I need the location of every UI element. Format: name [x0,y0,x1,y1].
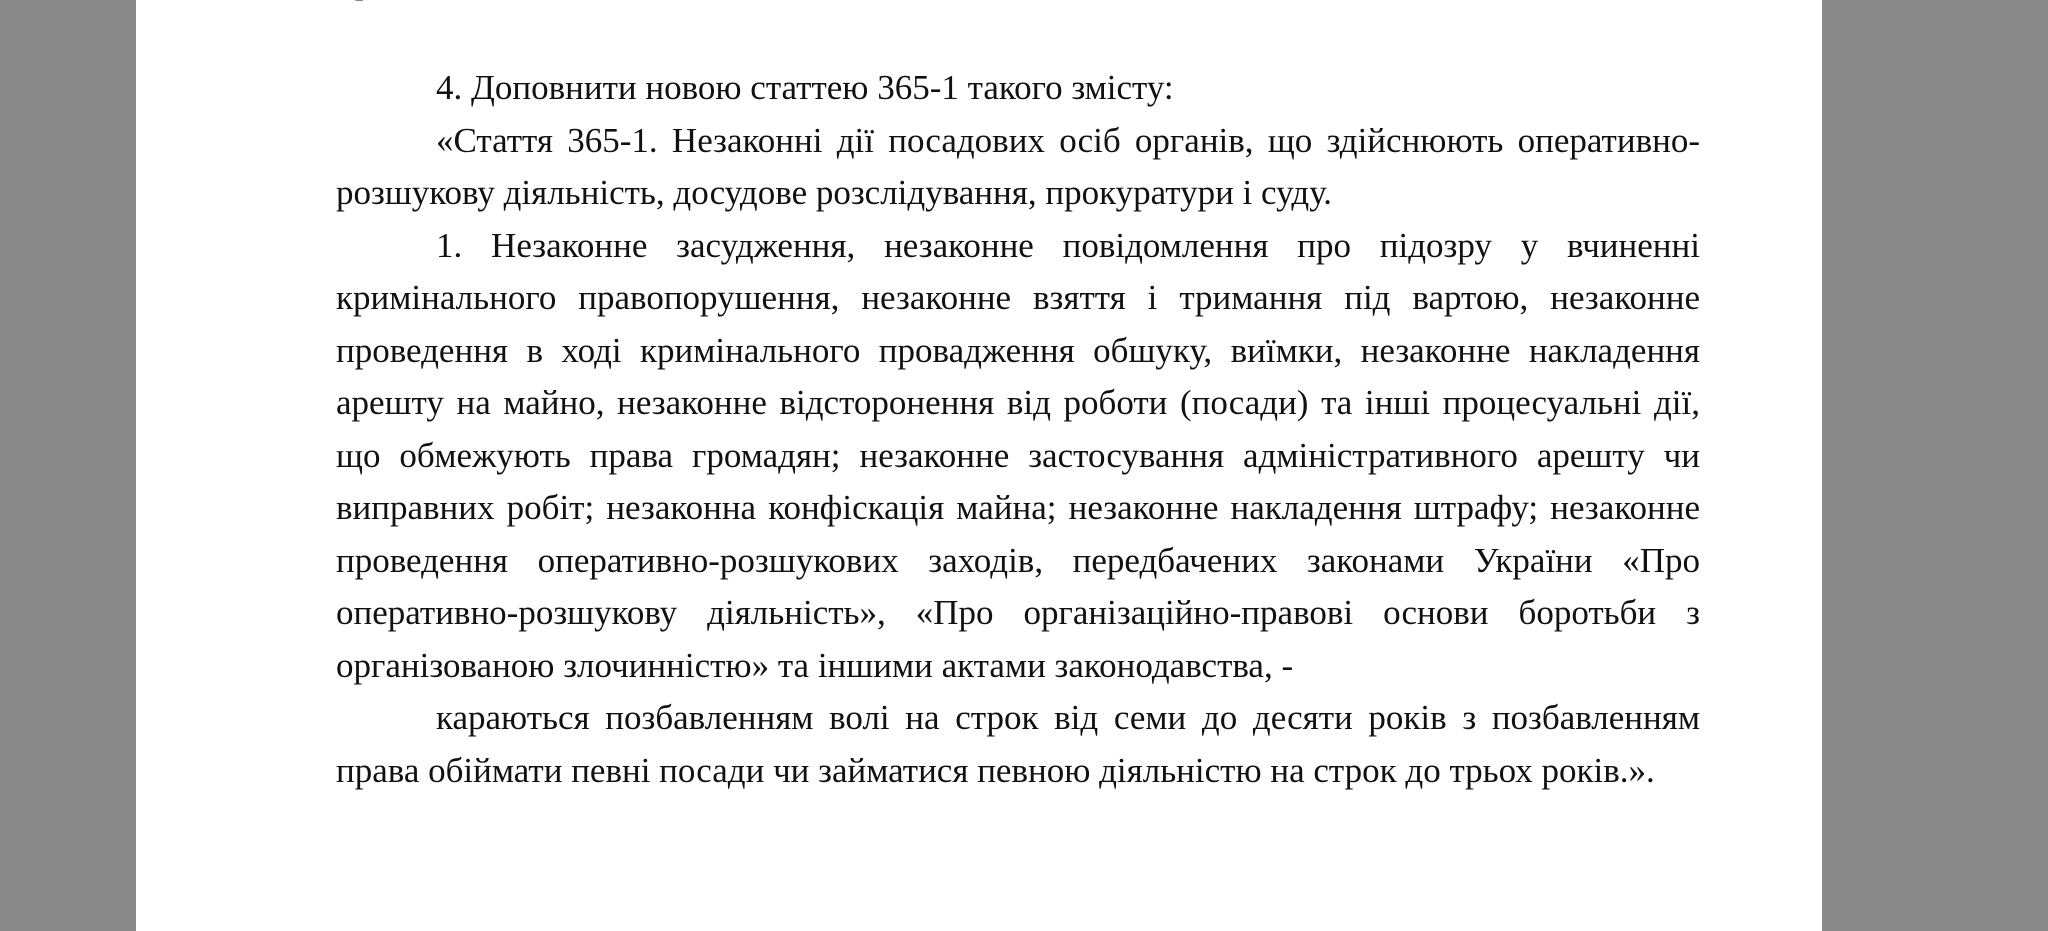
document-body [336,62,1700,797]
article-title-paragraph: «Стаття 365-1. Незаконні дії посадових осіб органів, що здійснюють оперативно-розшукову діяльність, досудове розслідування, прокуратури і суду. [336,120,1700,212]
cropped-previous-line [336,0,1700,9]
article-part-1-paragraph: 1. Незаконне засудження, незаконне повідомлення про підозру у вчиненні кримінального правопорушення, незаконне взяття і тримання під вартою, незаконне проведення в ході кримінального провадження обшуку, виїмки, незаконне накладення арешту на майно, незаконне відсторонення від роботи (посади) та інші процесуальні дії, що обмежують права громадян; незаконне застосування адміністративного арешту чи виправних робіт; незаконна конфіскація майна; незаконне накладення штрафу; незаконне проведення оперативно-розшукових заходів, передбачених законами України «Про оперативно-розшукову діяльність», «Про організаційно-правові основи боротьби з організованою злочинністю» та іншими актами законодавства, - [336,225,1700,685]
amendment-paragraph: 4. Доповнити новою статтею 365-1 такого змісту: [436,68,1174,107]
document-page [136,0,1822,931]
sanction-paragraph: караються позбавленням волі на строк від семи до десяти років з позбавленням права обіймати певні посади чи займатися певною діяльністю на строк до трьох років.». [336,698,1700,790]
